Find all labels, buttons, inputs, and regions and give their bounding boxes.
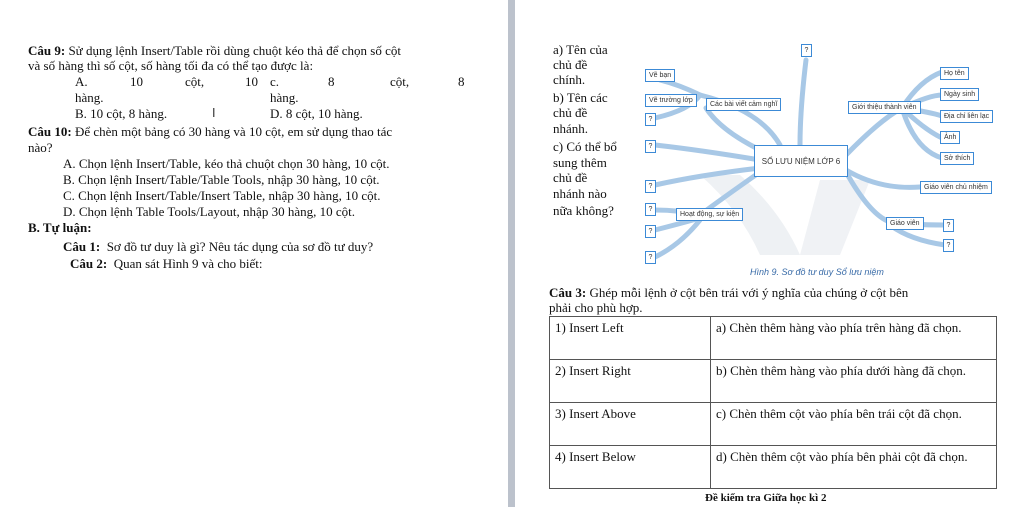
mindmap-question-node: ? (645, 140, 656, 153)
sub-q-line: b) Tên các (553, 90, 608, 105)
table-row (550, 403, 997, 446)
table-cell-command: 4) Insert Below (550, 446, 711, 489)
q9-option-c-rows: 8 (458, 74, 465, 89)
q10-option-b: B. Chọn lệnh Insert/Table/Table Tools, nhập 30 hàng, 10 cột. (63, 172, 380, 187)
page-footer: Đề kiểm tra Giữa học kì 2 (705, 492, 827, 504)
sub-q-line: a) Tên của (553, 42, 608, 57)
matching-table (549, 316, 997, 489)
mindmap-node-gvcn: Giáo viên chủ nhiệm (920, 181, 992, 194)
q10-title: Câu 10: (28, 124, 72, 139)
mindmap-node-dia-chi: Địa chỉ liên lạc (940, 110, 993, 123)
q10-option-c: C. Chọn lệnh Insert/Table/Insert Table, nhập 30 hàng, 10 cột. (63, 188, 381, 203)
essay-q1-title: Câu 1: (63, 239, 101, 254)
q9-option-a-rows: 10 (245, 74, 258, 89)
mindmap-question-node: ? (645, 113, 656, 126)
q9-option-a-label: A. (75, 74, 88, 89)
table-cell-command: 2) Insert Right (550, 360, 711, 403)
sub-q-line: chủ đề (553, 170, 588, 185)
sub-q-line: nhánh. (553, 121, 589, 136)
mindmap-center-node: SỐ LƯU NIỆM LỚP 6 (754, 145, 848, 177)
table-row (550, 446, 997, 489)
q3-line-1 (549, 285, 908, 300)
mindmap-question-node: ? (943, 219, 954, 232)
q9-option-c-label: c. (270, 74, 280, 89)
table-row (550, 360, 997, 403)
essay-q2-text: Quan sát Hình 9 và cho biết: (113, 256, 263, 271)
mindmap-node-hoat-dong: Hoạt động, sự kiện (676, 208, 743, 221)
essay-q2-title: Câu 2: (70, 256, 108, 271)
q3-text-1: Ghép mỗi lệnh ở cột bên trái với ý nghĩa của chúng ở cột bên (589, 285, 909, 300)
q9-option-d: D. 8 cột, 10 hàng. (270, 106, 363, 121)
q10-option-a: A. Chọn lệnh Insert/Table, kéo thả chuột chọn 30 hàng, 10 cột. (63, 156, 390, 171)
mindmap-question-node: ? (645, 225, 656, 238)
mindmap-node-ve-ban: Vẽ bạn (645, 69, 675, 82)
mindmap-node-ngay-sinh: Ngày sinh (940, 88, 979, 101)
q9-option-c-rowword: hàng. (270, 90, 299, 105)
q9-option-a-colword: cột, (185, 74, 205, 89)
mindmap-node-giao-vien: Giáo viên (886, 217, 924, 230)
mindmap-question-node: ? (645, 203, 656, 216)
table-cell-meaning: c) Chèn thêm cột vào phía bên trái cột đã chọn. (711, 403, 997, 446)
sub-q-line: nhánh nào (553, 186, 607, 201)
mindmap-node-ve-truong: Vẽ trường lớp (645, 94, 697, 107)
mindmap-caption: Hình 9. Sơ đồ tư duy Sổ lưu niệm (750, 267, 884, 277)
q9-text-1: Sử dụng lệnh Insert/Table rồi dùng chuột kéo thả để chọn số cột (68, 43, 401, 58)
q10-option-d: D. Chọn lệnh Table Tools/Layout, nhập 30 hàng, 10 cột. (63, 204, 355, 219)
q9-option-a-cols: 10 (130, 74, 143, 89)
q3-line-2: phải cho phù hợp. (549, 300, 643, 315)
mindmap-question-node: ? (801, 44, 812, 57)
mindmap-node-gioi-thieu: Giới thiệu thành viên (848, 101, 921, 114)
q9-title: Câu 9: (28, 43, 66, 58)
sub-q-line: chủ đề (553, 57, 588, 72)
q9-option-c-cols: 8 (328, 74, 335, 89)
sub-q-line: sung thêm (553, 155, 607, 170)
mindmap-question-node: ? (943, 239, 954, 252)
table-cell-meaning: d) Chèn thêm cột vào phía bên phải cột đã chọn. (711, 446, 997, 489)
essay-q1-text: Sơ đồ tư duy là gì? Nêu tác dụng của sơ đồ tư duy? (106, 239, 374, 254)
table-cell-meaning: a) Chèn thêm hàng vào phía trên hàng đã chọn. (711, 317, 997, 360)
q3-title: Câu 3: (549, 285, 587, 300)
q9-line-2: và số hàng thì số cột, số hàng tối đa có thể tạo được là: (28, 58, 314, 73)
q9-option-a-rowword: hàng. (75, 90, 104, 105)
table-cell-meaning: b) Chèn thêm hàng vào phía dưới hàng đã chọn. (711, 360, 997, 403)
q9-option-b: B. 10 cột, 8 hàng. (75, 106, 168, 121)
mindmap-node-anh: Ảnh (940, 131, 960, 144)
sub-q-line: c) Có thể bổ (553, 139, 617, 154)
table-cell-command: 1) Insert Left (550, 317, 711, 360)
q10-line-2: nào? (28, 140, 53, 155)
mindmap-node-so-thich: Sở thích (940, 152, 974, 165)
text-cursor-icon: I (212, 106, 216, 120)
mindmap-node-cac-bai: Các bài viết cảm nghĩ (706, 98, 781, 111)
q9-option-c-colword: cột, (390, 74, 410, 89)
table-cell-command: 3) Insert Above (550, 403, 711, 446)
q10-text-1: Để chèn một bảng có 30 hàng và 10 cột, em sử dụng thao tác (74, 124, 393, 139)
sub-q-line: chủ đề (553, 105, 588, 120)
sub-q-line: chính. (553, 72, 586, 87)
mindmap-question-node: ? (645, 251, 656, 264)
mindmap-node-ho-ten: Họ tên (940, 67, 969, 80)
section-b-heading: B. Tự luận: (28, 220, 92, 235)
sub-q-line: nữa không? (553, 203, 614, 218)
table-row (550, 317, 997, 360)
mindmap-question-node: ? (645, 180, 656, 193)
